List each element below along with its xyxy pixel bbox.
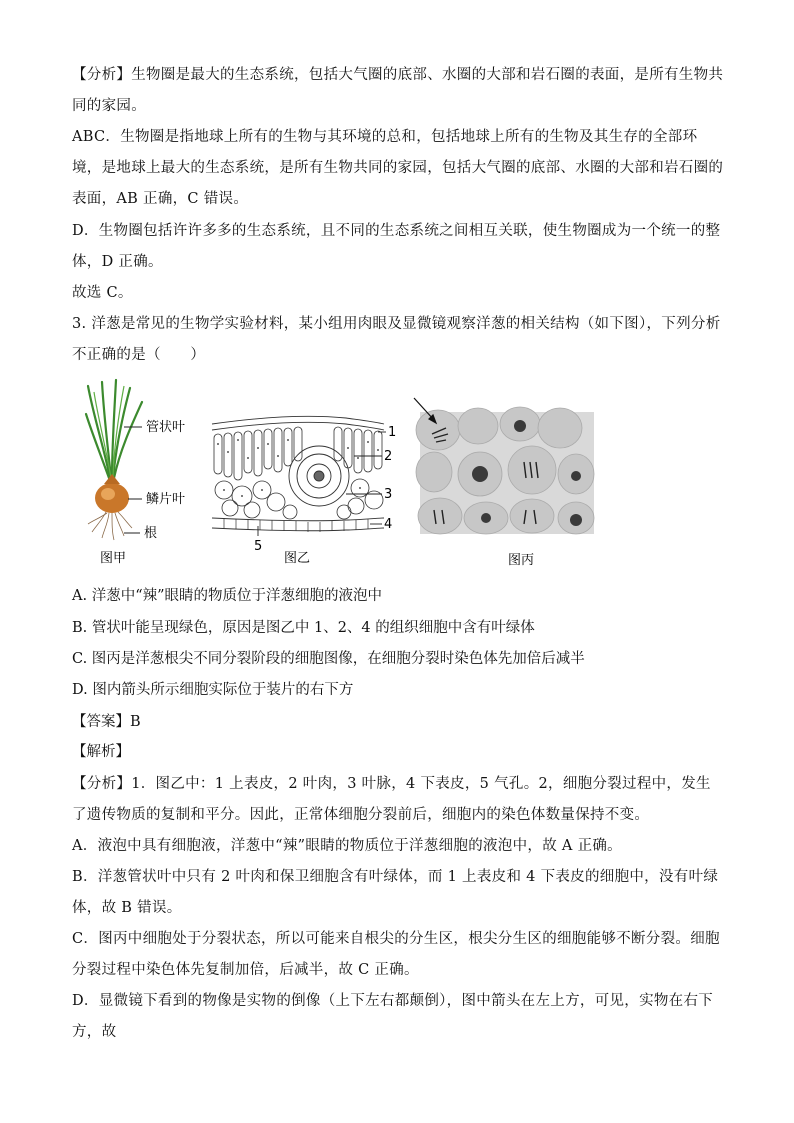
option-d: D. 图内箭头所示细胞实际位于装片的右下方 [72,682,354,698]
analysis-q2-p2: ABC．生物圈是指地球上所有的生物与其环境的总和，包括地球上所有的生物及其生存的全部环境，是地球上最大的生态系统，是所有生物共同的家园，包括大气圈的底部、水圈的大部和岩石圈的表面，AB 正确，C 错误。 [72,129,724,207]
leaf-cross-section [212,416,384,532]
figure-svg [84,378,604,573]
question3-figure [84,378,604,573]
caption-jia: 图甲 [100,551,127,566]
micrograph-root-tip-cells [416,407,594,534]
option-c: C. 图丙是洋葱根尖不同分裂阶段的细胞图像，在细胞分裂时染色体先加倍后减半 [72,651,585,667]
analysis-q3-option-a: A．液泡中具有细胞液，洋葱中“辣”眼睛的物质位于洋葱细胞的液泡中，故 A 正确。 [72,838,622,854]
yi-number-5: 5 [254,539,263,554]
answer-label: 【答案】B [72,714,141,730]
analysis-q2-p4: 故选 C。 [72,285,133,301]
question3-stem: 3. 洋葱是常见的生物学实验材料，某小组用肉眼及显微镜观察洋葱的相关结构（如下图），下列分析不正确的是（ ） [72,316,721,363]
option-a: A. 洋葱中“辣”眼睛的物质位于洋葱细胞的液泡中 [72,588,383,604]
analysis-q3-option-b: B．洋葱管状叶中只有 2 叶肉和保卫细胞含有叶绿体，而 1 上表皮和 4 下表皮的细胞中，没有叶绿体，故 B 错误。 [72,869,719,916]
yi-number-3: 3 [384,487,393,502]
analysis-q3-option-d: D．显微镜下看到的物像是实物的倒像（上下左右都颠倒），图中箭头在左上方，可见，实物在右下方，故 [72,993,714,1040]
analysis-q3-option-c: C．图丙中细胞处于分裂状态，所以可能来自根尖的分生区，根尖分生区的细胞能够不断分裂。细胞分裂过程中染色体先复制加倍，后减半，故 C 正确。 [72,931,720,978]
jia-label-tubular-leaf: 管状叶 [146,420,186,435]
analysis-q3-p1: 【分析】1．图乙中：1 上表皮，2 叶肉，3 叶脉，4 下表皮，5 气孔。2，细胞分裂过程中，发生了遗传物质的复制和平分。因此，正常体细胞分裂前后，细胞内的染色体数量保持不变。 [72,776,711,823]
caption-bing: 图丙 [508,553,535,568]
onion-plant-illustration [86,380,142,540]
yi-number-1: 1 [388,425,397,440]
analysis-q2-p3: D．生物圈包括许许多多的生态系统，且不同的生态系统之间相互关联，使生物圈成为一个统一的整体，D 正确。 [72,223,721,270]
caption-yi: 图乙 [284,551,311,566]
jiexi-label: 【解析】 [72,744,130,760]
option-b: B. 管状叶能呈现绿色，原因是图乙中 1、2、4 的组织细胞中含有叶绿体 [72,620,535,636]
jia-label-root: 根 [144,526,158,541]
jia-label-scale-leaf: 鳞片叶 [146,492,186,507]
yi-number-2: 2 [384,449,393,464]
yi-number-4: 4 [384,517,393,532]
analysis-q2-p1: 【分析】生物圈是最大的生态系统，包括大气圈的底部、水圈的大部和岩石圈的表面，是所有生物共同的家园。 [72,67,724,114]
jia-leader-lines [124,427,142,533]
